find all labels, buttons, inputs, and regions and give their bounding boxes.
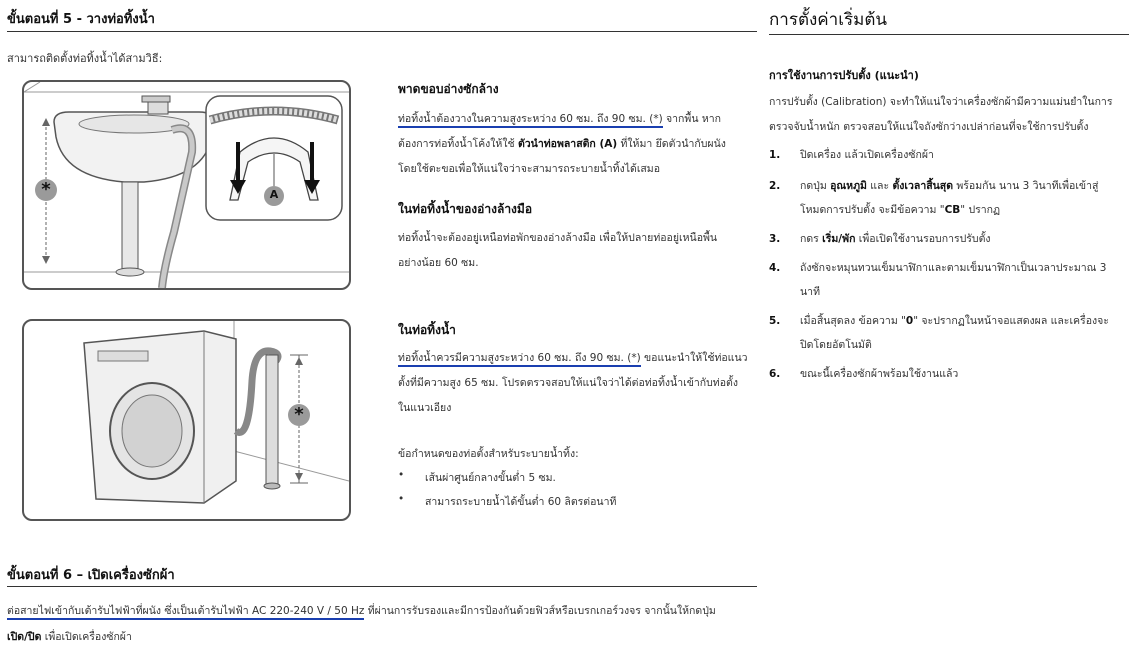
step5-rule bbox=[7, 31, 757, 32]
standpipe-text: ท่อทิ้งน้ำควรมีความสูงระหว่าง 60 ซม. ถึง 90 ซม. (*) ขอแนะนำให้ใช้ท่อแนว ตั้งที่มีความสูง 65 ซม. โปรดตรวจสอบให้แน่ใจว่าได้ต่อท่อทิ้งน้ำเข้ากับท่อตั้ง ในแนวเอียง bbox=[398, 352, 748, 414]
spec-bullet-2: • สามารถระบายน้ำได้ขั้นต่ำ 60 ลิตรต่อนาที bbox=[398, 493, 617, 508]
power-spec-highlight: ต่อสายไฟเข้ากับเต้ารับไฟฟ้าที่ผนัง ซึ่งเป็นเต้ารับไฟฟ้า AC 220-240 V / 50 Hz bbox=[7, 605, 364, 620]
sink-diagram bbox=[24, 82, 349, 288]
initial-settings-title: การตั้งค่าเริ่มต้น bbox=[769, 10, 888, 30]
guide-a-label: A bbox=[269, 188, 279, 201]
spec-heading: ข้อกำหนดของท่อตั้งสำหรับระบายน้ำทิ้ง: bbox=[398, 448, 579, 460]
step5-intro: สามารถติดตั้งท่อทิ้งน้ำได้สามวิธี: bbox=[7, 52, 163, 65]
calibration-steps: 1. ปิดเครื่อง แล้วเปิดเครื่องซักผ้า 2. กดปุ่ม อุณหภูมิ และ ตั้งเวลาสิ้นสุด พร้อมกัน นาน 3 วินาทีเพื่อเข้าสู่ โหมดการปรับตั้ง จะมีข้อความ "CB" ปรากฏ 3. กดร เริ่ม/พัก เพื่อเปิดใช้งานรอบการปรับตั้ง 4. ถังซักจะหมุนทวนเข็มนาฬิกาและตามเข็มนาฬิกาเป็นเวลาประมาณ 3 นาที 5. เมื่อสิ้นสุดลง ข้อความ "0" จะปรากฏในหน้าจอแสดงผล และเครื่องจะ ปิดโดยอัตโนมัติ 6. ขณะนี้เครื่องซักผ้าพร้อมใช้งานแล้ว bbox=[769, 149, 1109, 380]
sink-edge-illustration bbox=[22, 80, 351, 290]
step5-title: ขั้นตอนที่ 5 - วางท่อทิ้งน้ำ bbox=[7, 12, 155, 27]
initial-settings-rule bbox=[769, 34, 1129, 35]
sink-edge-height-highlight: ท่อทิ้งน้ำต้องวางในความสูงระหว่าง 60 ซม. ถึง 90 ซม. (*) bbox=[398, 113, 663, 128]
step6-rule bbox=[7, 586, 757, 587]
standpipe bbox=[266, 355, 278, 485]
hose-guide-term: ตัวนำท่อพลาสติก (A) bbox=[517, 138, 618, 150]
calibration-desc: การปรับตั้ง (Calibration) จะทำให้แน่ใจว่าเครื่องซักผ้ามีความแม่นยำในการ ตรวจจับน้ำหนัก ตรวจสอบให้แน่ใจถังซักว่างเปล่าก่อนที่จะใช้การปรับตั้ง bbox=[769, 96, 1113, 133]
sink-edge-heading: พาดขอบอ่างซักล้าง bbox=[398, 82, 499, 96]
standpipe-star-label: * bbox=[294, 404, 304, 425]
standpipe-height-highlight: ท่อทิ้งน้ำควรมีความสูงระหว่าง 60 ซม. ถึง 90 ซม. (*) bbox=[398, 352, 641, 367]
spec-bullet-1: • เส้นผ่าศูนย์กลางขั้นต่ำ 5 ซม. bbox=[398, 469, 556, 484]
calibration-subheading: การใช้งานการปรับตั้ง (แนะนำ) bbox=[769, 69, 919, 82]
step6-text: ต่อสายไฟเข้ากับเต้ารับไฟฟ้าที่ผนัง ซึ่งเป็นเต้ารับไฟฟ้า AC 220-240 V / 50 Hz ที่ผ่านการรับรองและมีการป้องกันด้วยฟิวส์หรือเบรกเกอร์วงจร จากนั้นให้กดปุ่ม เปิด/ปิด เพื่อเปิดเครื่องซักผ้า bbox=[7, 605, 716, 643]
sink-drain-text: ท่อทิ้งน้ำจะต้องอยู่เหนือท่อพักของอ่างล้างมือ เพื่อให้ปลายท่ออยู่เหนือพื้น อย่างน้อย 60 ซม. bbox=[398, 232, 718, 269]
height-star-label: * bbox=[41, 179, 51, 200]
standpipe-illustration bbox=[22, 319, 351, 521]
sink-drain-heading: ในท่อทิ้งน้ำของอ่างล้างมือ bbox=[398, 202, 533, 216]
sink-edge-text: ท่อทิ้งน้ำต้องวางในความสูงระหว่าง 60 ซม. ถึง 90 ซม. (*) จากพื้น หาก ต้องการท่อทิ้งน้ำโค้งให้ใช้ ตัวนำท่อพลาสติก (A) ที่ให้มา ยึดตัวนำกับผนัง โดยใช้ตะขอเพื่อให้แน่ใจว่าจะสามารถระบายน้ำทิ้งได้เสมอ bbox=[398, 113, 726, 175]
step6-title: ขั้นตอนที่ 6 – เปิดเครื่องซักผ้า bbox=[7, 568, 175, 583]
power-button-term: เปิด/ปิด bbox=[7, 631, 42, 643]
standpipe-heading: ในท่อทิ้งน้ำ bbox=[398, 323, 456, 337]
